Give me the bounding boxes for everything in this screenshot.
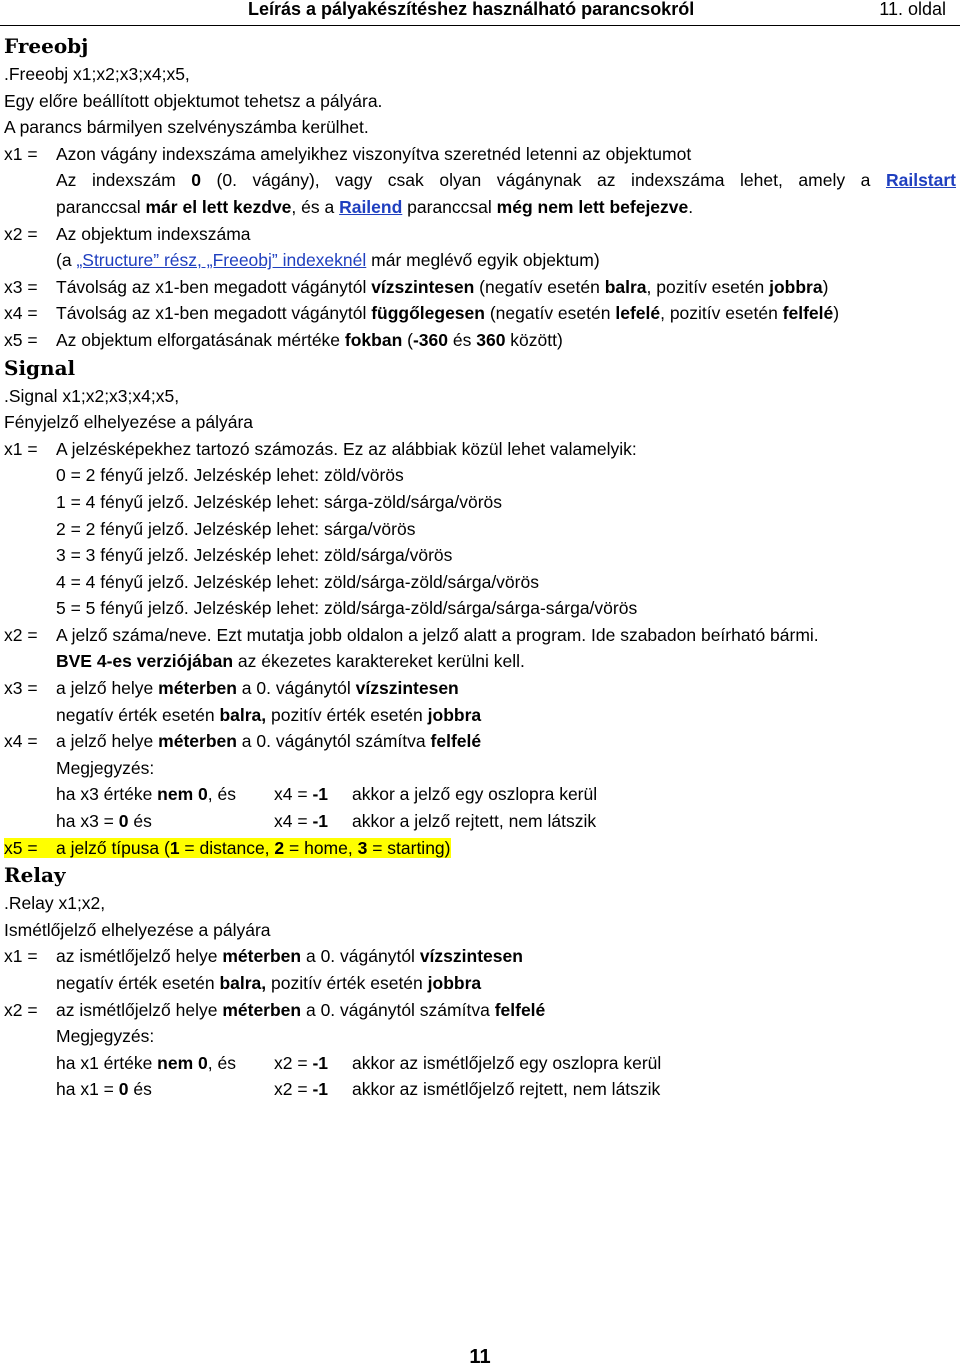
signal-type-item: 0 = 2 fényű jelző. Jelzéskép lehet: zöld/vörös [56,465,404,486]
signal-x4: x4 = a jelző helye méterben a 0. vágánytól számítva felfelé [4,728,956,755]
railend-link[interactable]: Railend [339,196,403,217]
freeobj-syntax: .Freeobj x1;x2;x3;x4;x5, [4,64,190,84]
relay-note-label: Megjegyzés: [56,1026,155,1047]
freeobj-section [4,32,956,354]
freeobj-x2-line2: (a „Structure” rész, „Freeobj” indexeknél már meglévő egyik objektum) [56,250,600,271]
freeobj-x1-line3: paranccsal már el lett kezdve, és a Railend paranccsal még nem lett befejezve. [56,196,694,217]
document-body [4,32,956,1103]
signal-x5 [4,835,956,862]
page-header [0,0,960,28]
param-label: x1 = [4,946,38,967]
relay-x2: x2 = az ismétlőjelző helye méterben a 0. vágánytól számítva felfelé [4,997,956,1024]
relay-section [4,861,956,1103]
signal-type-item: 4 = 4 fényű jelző. Jelzéskép lehet: zöld/sárga-zöld/sárga/vörös [56,571,539,592]
signal-heading: Signal [4,355,76,380]
signal-section [4,354,956,862]
param-label: x5 = [4,329,38,350]
railstart-link[interactable]: Railstart [885,170,957,191]
signal-note-label: Megjegyzés: [56,757,155,778]
param-label: x5 = [4,837,38,858]
param-label: x3 = [4,678,38,699]
param-label: x2 = [4,999,38,1020]
param-label: x3 = [4,276,38,297]
signal-type-item: 2 = 2 fényű jelző. Jelzéskép lehet: sárga/vörös [56,518,416,539]
signal-desc: Fényjelző elhelyezése a pályára [4,412,254,433]
header-page-label: 11. oldal [879,0,946,19]
signal-type-item: 5 = 5 fényű jelző. Jelzéskép lehet: zöld/sárga-zöld/sárga/sárga-sárga/vörös [56,598,638,619]
signal-x2: x2 = A jelző száma/neve. Ezt mutatja jobb oldalon a jelző alatt a program. Ide szabadon beírható bármi. [4,622,956,649]
header-rule [0,25,960,26]
freeobj-x4: x4 = Távolság az x1-ben megadott vágánytól függőlegesen (negatív esetén lefelé, pozitív esetén felfelé) [4,300,956,327]
param-label: x2 = [4,624,38,645]
param-label: x4 = [4,731,38,752]
freeobj-x5: x5 = Az objektum elforgatásának mértéke fokban (-360 és 360 között) [4,327,956,354]
param-label: x1 = [4,143,38,164]
signal-note-2: ha x3 = 0 és x4 = -1 akkor a jelző rejtett, nem látszik [56,811,597,832]
freeobj-x3: x3 = Távolság az x1-ben megadott vágánytól vízszintesen (negatív esetén balra, pozitív esetén jobbra) [4,274,956,301]
relay-syntax: .Relay x1;x2, [4,893,106,914]
signal-type-item: 3 = 3 fényű jelző. Jelzéskép lehet: zöld/sárga/vörös [56,545,453,566]
header-title: Leírás a pályakészítéshez használható parancsokról [248,0,695,19]
relay-desc: Ismétlőjelző elhelyezése a pályára [4,919,271,940]
relay-note-1: ha x1 értéke nem 0, és x2 = -1 akkor az ismétlőjelző egy oszlopra kerül [56,1052,662,1073]
freeobj-x1-line2: Az indexszám 0 (0. vágány), vagy csak olyan vágánynak az indexszáma lehet, amely a Railstart [56,170,957,191]
relay-x1-line2: negatív érték esetén balra, pozitív érték esetén jobbra [56,973,482,993]
signal-x3: x3 = a jelző helye méterben a 0. vágánytól vízszintesen [4,675,956,702]
param-label: x4 = [4,303,38,324]
signal-note-1: ha x3 értéke nem 0, és x4 = -1 akkor a jelző egy oszlopra kerül [56,784,598,805]
relay-x1: x1 = az ismétlőjelző helye méterben a 0. vágánytól vízszintesen [4,943,956,970]
relay-note-2: ha x1 = 0 és x2 = -1 akkor az ismétlőjelző rejtett, nem látszik [56,1079,661,1100]
signal-type-item: 1 = 4 fényű jelző. Jelzéskép lehet: sárga-zöld/sárga/vörös [56,491,503,512]
freeobj-x1: x1 = Azon vágány indexszáma amelyikhez viszonyítva szeretnéd letenni az objektumot [4,141,956,168]
freeobj-desc-1: Egy előre beállított objektumot tehetsz a pályára. [4,90,383,111]
param-label: x1 = [4,438,38,459]
signal-x3-line2: negatív érték esetén balra, pozitív érték esetén jobbra [56,704,482,725]
freeobj-desc-2: A parancs bármilyen szelvényszámba kerülhet. [4,117,369,138]
highlighted-text: x5 = a jelző típusa (1 = distance, 2 = home, 3 = starting) [4,838,451,858]
relay-heading: Relay [4,863,66,888]
signal-x1: x1 = A jelzésképekhez tartozó számozás. Ez az alábbiak közül lehet valamelyik: [4,436,956,463]
structure-freeobj-link[interactable]: „Structure” rész, „Freeobj” indexeknél [76,250,367,271]
freeobj-x2: x2 = Az objektum indexszáma [4,221,956,248]
param-label: x2 = [4,223,38,244]
page-number: 11 [469,1346,491,1368]
signal-x2-line2: BVE 4-es verziójában az ékezetes karaktereket kerülni kell. [56,651,525,672]
freeobj-heading: Freeobj [4,34,89,58]
signal-syntax: .Signal x1;x2;x3;x4;x5, [4,385,180,406]
